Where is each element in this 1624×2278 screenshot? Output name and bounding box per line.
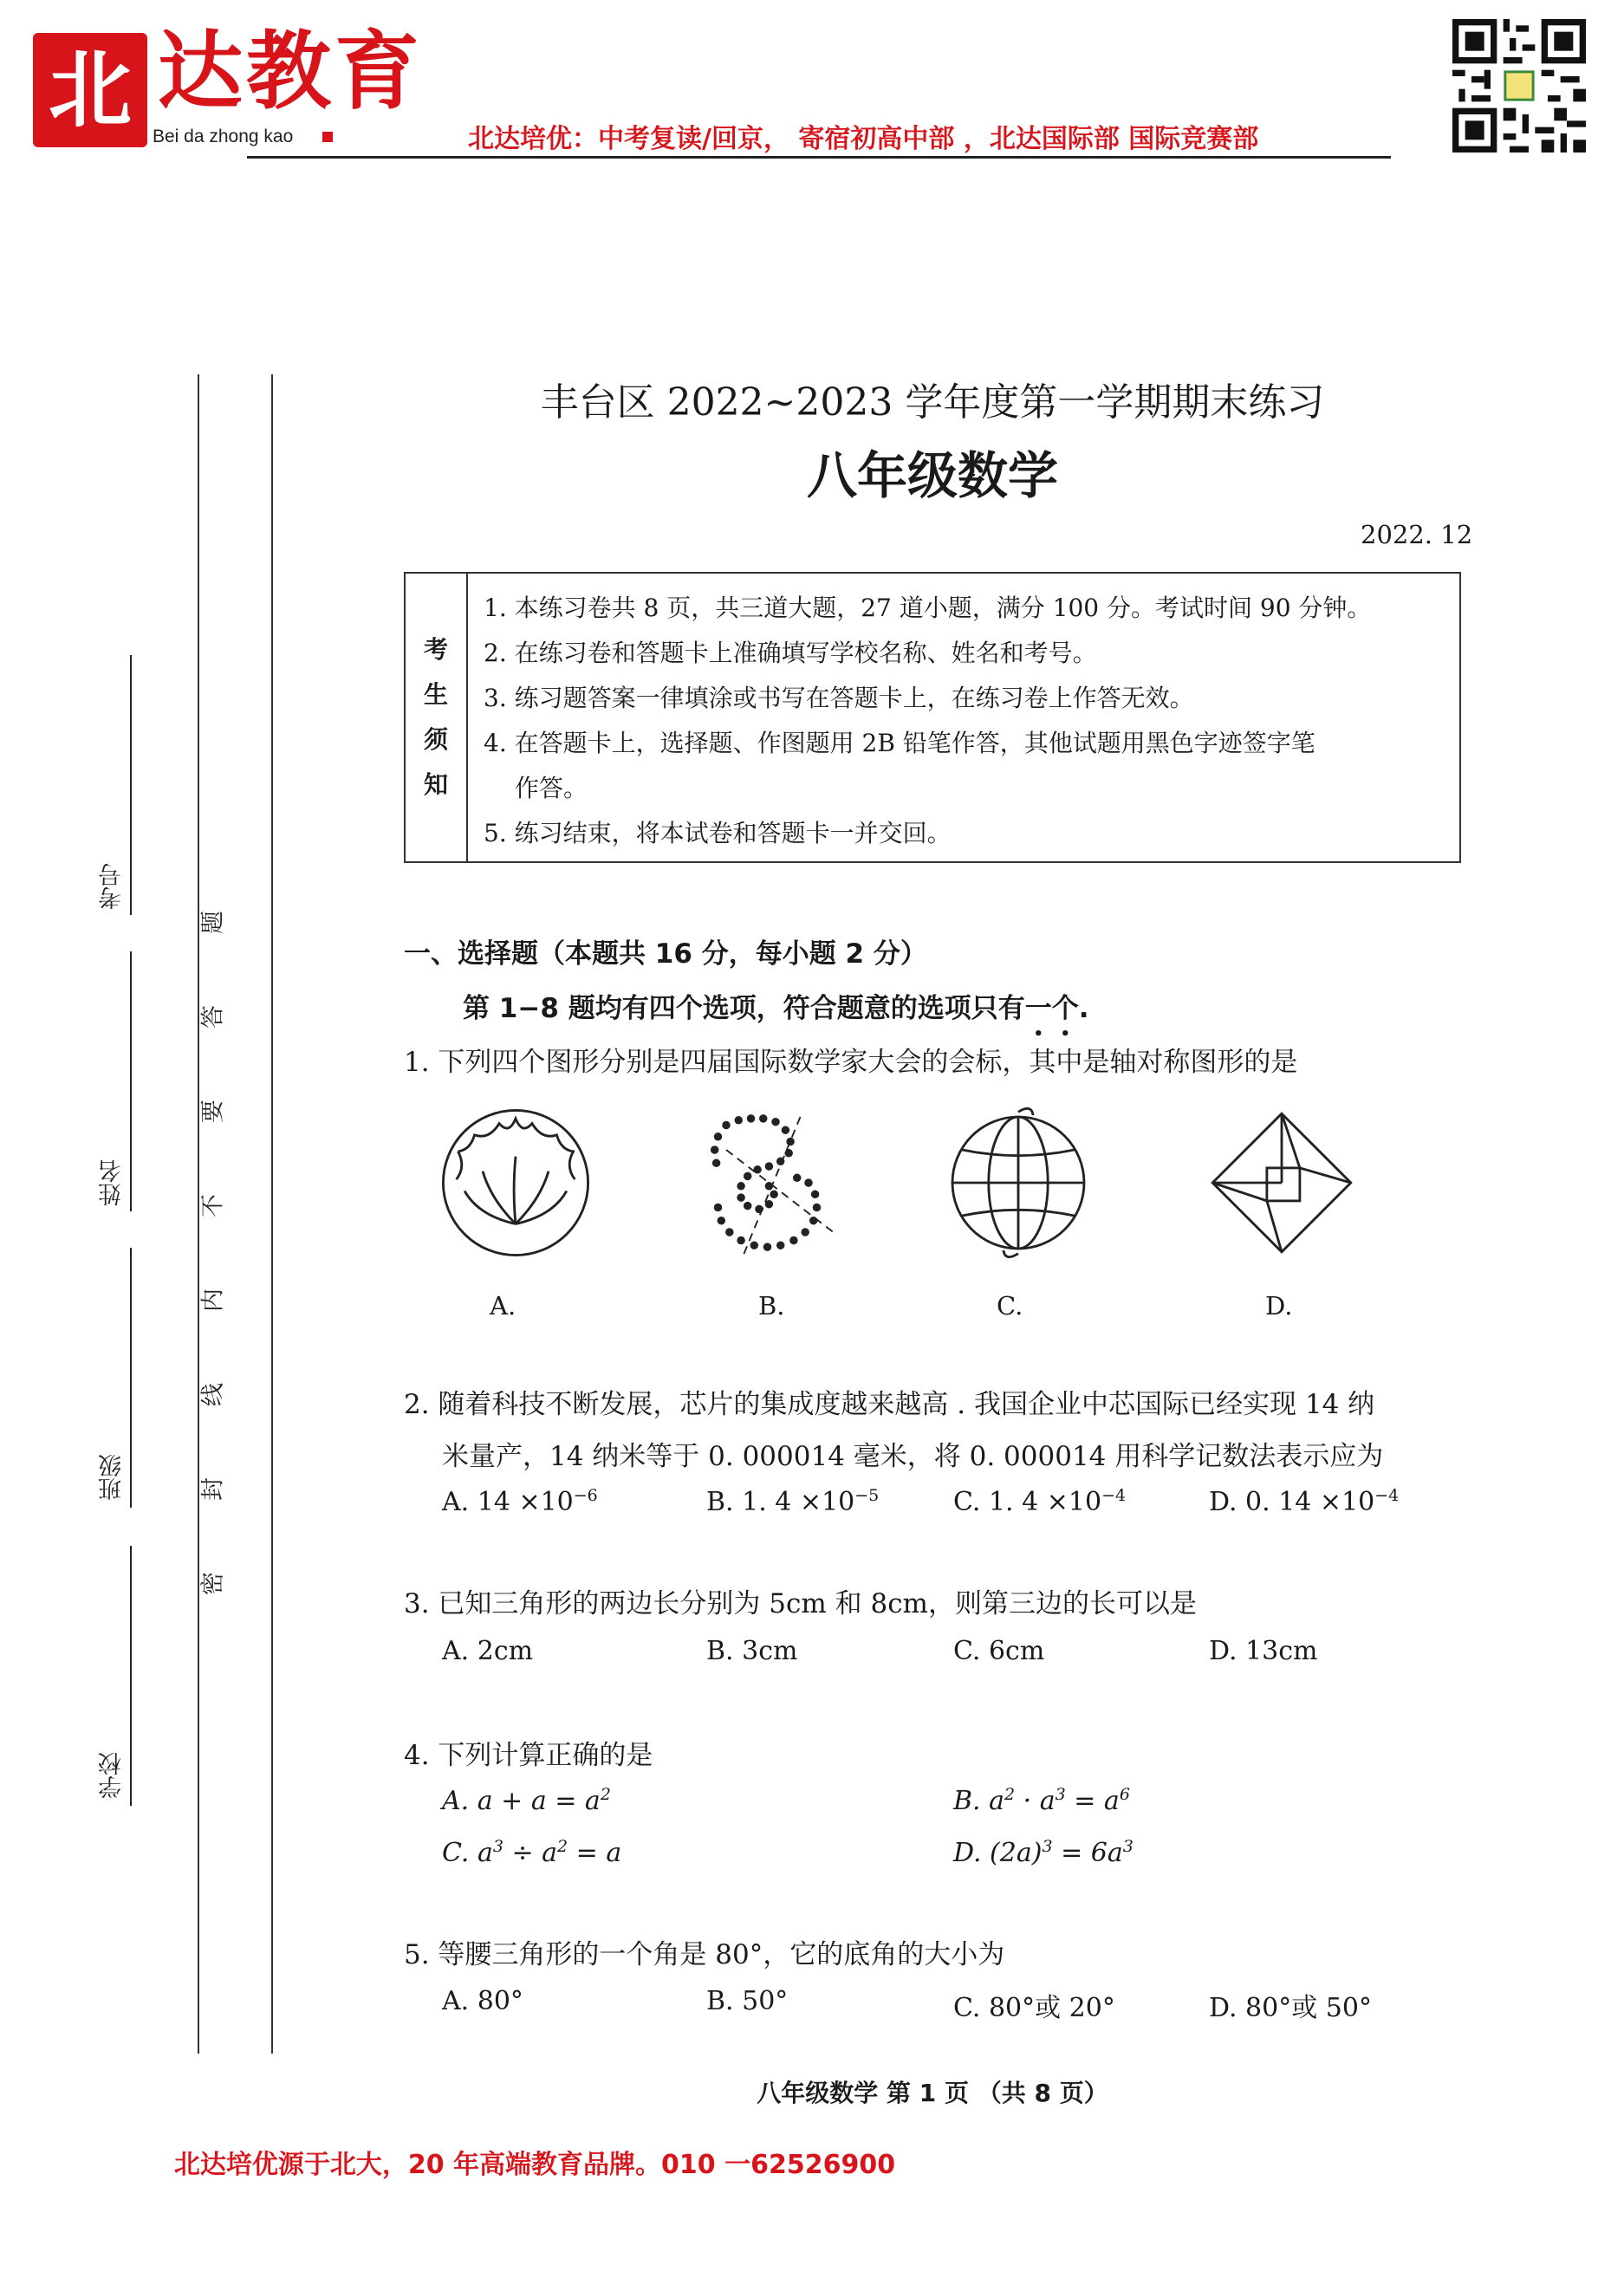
figure-a-circle-arcs-icon (433, 1100, 598, 1265)
exam-date: 2022. 12 (1361, 520, 1473, 549)
notice-item: 4. 在答题卡上，选择题、作图题用 2B 铅笔作答，其他试题用黑色字迹签字笔 (484, 729, 1315, 757)
question-4-option-b[interactable]: B. $a^2 \cdot a^3 = a^6$ (953, 1785, 1130, 1816)
figure-a-label: A. (490, 1291, 516, 1321)
footer-slogan: 北达培优源于北大，20 年高端教育品牌。010 一62526900 (173, 2150, 896, 2180)
field-class-label: 班级 (99, 1454, 126, 1501)
figure-b-label: B. (758, 1291, 785, 1321)
question-1-stem: 1. 下列四个图形分别是四届国际数学家大会的会标，其中是轴对称图形的是 (404, 1047, 1298, 1078)
page-footer: 八年级数学 第 1 页 （共 8 页） (757, 2079, 1108, 2107)
field-exam-number-label: 考号 (99, 863, 126, 910)
notice-item: 2. 在练习卷和答题卡上准确填写学校名称、姓名和考号。 (484, 639, 1097, 667)
question-3-option-b[interactable]: B. 3cm (706, 1636, 798, 1666)
candidate-notice-box (404, 572, 1461, 863)
exam-subject: 八年级数学 (806, 446, 1058, 505)
question-5-stem: 5. 等腰三角形的一个角是 80°，它的底角的大小为 (404, 1939, 1005, 1970)
question-3-stem: 3. 已知三角形的两边长分别为 5cm 和 8cm，则第三边的长可以是 (404, 1588, 1197, 1619)
brand-logo-subtitle: Bei da zhong kao (153, 127, 294, 146)
question-2-option-a[interactable]: A. $14 \times 10^{-6}$ (442, 1486, 598, 1517)
figure-b-dotted-spiral-icon (693, 1100, 858, 1265)
field-class-line[interactable] (130, 1248, 132, 1508)
question-5-option-d[interactable]: D. 80°或 50° (1209, 1993, 1372, 2023)
question-2-option-b[interactable]: B. 1. $4 \times 10^{-5}$ (706, 1486, 880, 1517)
question-2-stem-cont: 米量产，14 纳米等于 0. 000014 毫米，将 0. 000014 用科学记数法表示应为 (442, 1441, 1384, 1472)
question-3-option-d[interactable]: D. 13cm (1209, 1636, 1318, 1666)
section-instruction: 第 1−8 题均有四个选项，符合题意的选项只有一个. (463, 993, 1089, 1024)
notice-item: 5. 练习结束，将本试卷和答题卡一并交回。 (484, 819, 952, 847)
question-2-stem: 2. 随着科技不断发展，芯片的集成度越来越高 . 我国企业中芯国际已经实现 14 纳 (404, 1389, 1375, 1420)
figure-d-square-pinwheel-icon (1199, 1100, 1364, 1265)
question-2-option-c[interactable]: C. 1. $4 \times 10^{-4}$ (953, 1486, 1127, 1517)
figure-c-label: C. (997, 1291, 1023, 1321)
notice-heading: 考 生 须 知 (406, 574, 468, 861)
notice-item: 1. 本练习卷共 8 页，共三道大题，27 道小题，满分 100 分。考试时间 90 分钟。 (484, 594, 1372, 622)
field-school-line[interactable] (130, 1546, 132, 1806)
header-divider (247, 156, 1391, 159)
header-slogan: 北达培优：中考复读/回京， 寄宿初高中部 ，北达国际部 国际竞赛部 (468, 124, 1259, 154)
section-title: 一、选择题（本题共 16 分，每小题 2 分） (404, 938, 927, 970)
exam-title: 丰台区 2022~2023 学年度第一学期期末练习 (540, 380, 1325, 425)
question-5-option-b[interactable]: B. 50° (706, 1986, 789, 2016)
field-school-label: 学校 (99, 1752, 126, 1799)
seal-line-warning: 题 答 要 不 内 线 封 密 (199, 911, 227, 1595)
field-name-line[interactable] (130, 951, 132, 1211)
brand-logo-mark: 北 (33, 33, 147, 147)
question-4-stem: 4. 下列计算正确的是 (404, 1740, 653, 1771)
qr-code-icon (1452, 19, 1586, 153)
figure-d-label: D. (1265, 1291, 1293, 1321)
figure-c-globe-icon (936, 1100, 1101, 1265)
brand-logo-square (322, 132, 333, 142)
question-4-option-d[interactable]: D. $(2a)^3 = 6a^3$ (953, 1837, 1134, 1868)
notice-items (484, 586, 1450, 856)
question-3-option-c[interactable]: C. 6cm (953, 1636, 1045, 1666)
question-5-option-c[interactable]: C. 80°或 20° (953, 1993, 1115, 2023)
brand-logo-text: 达教育 (158, 23, 424, 121)
question-3-option-a[interactable]: A. 2cm (442, 1636, 534, 1666)
field-name-label: 姓名 (99, 1159, 126, 1206)
notice-item-continuation: 作答。 (515, 774, 588, 802)
notice-item: 3. 练习题答案一律填涂或书写在答题卡上，在练习卷上作答无效。 (484, 684, 1194, 712)
question-4-option-a[interactable]: A. $a + a = a^2$ (442, 1785, 611, 1816)
question-2-option-d[interactable]: D. 0. $14 \times 10^{-4}$ (1209, 1486, 1400, 1517)
field-exam-number-line[interactable] (130, 655, 132, 915)
question-4-option-c[interactable]: C. $a^3 \div a^2 = a$ (442, 1837, 622, 1868)
question-5-option-a[interactable]: A. 80° (442, 1986, 523, 2016)
